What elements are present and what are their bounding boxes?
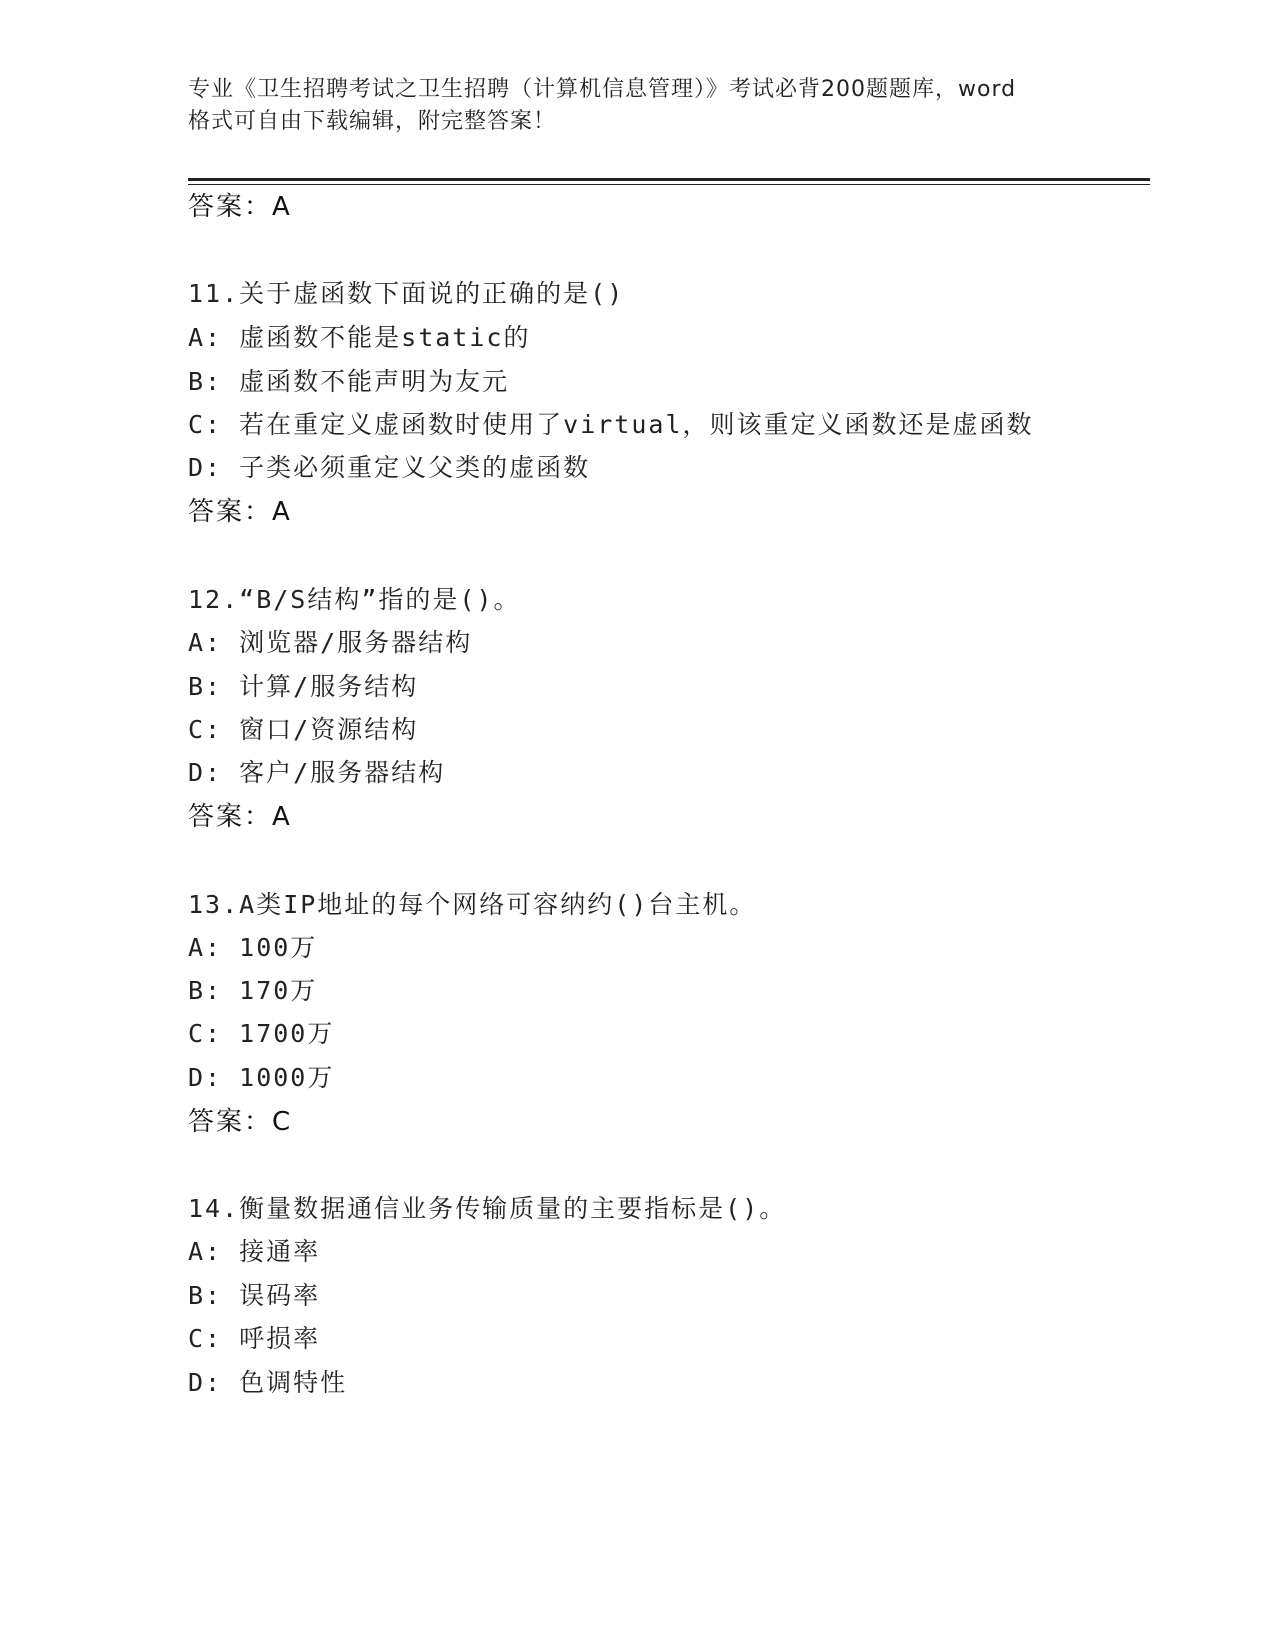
question-12-stem: 12.“B/S结构”指的是()。 — [188, 585, 521, 614]
header-line-1: 专业《卫生招聘考试之卫生招聘（计算机信息管理）》考试必背200题题库，word — [188, 77, 1017, 102]
question-14-stem: 14.衡量数据通信业务传输质量的主要指标是()。 — [188, 1194, 787, 1223]
question-11-option-b: B: 虚函数不能声明为友元 — [188, 367, 510, 396]
document-header — [188, 74, 1088, 138]
question-14-option-a: A: 接通率 — [188, 1237, 321, 1266]
question-12-answer: 答案：A — [188, 802, 292, 832]
question-14-option-c: C: 呼损率 — [188, 1324, 321, 1353]
header-divider-thick — [188, 178, 1150, 181]
question-13-option-b: B: 170万 — [188, 976, 318, 1005]
question-12-option-a: A: 浏览器/服务器结构 — [188, 628, 473, 657]
header-line-2: 格式可自由下载编辑，附完整答案！ — [188, 109, 557, 134]
question-13-option-c: C: 1700万 — [188, 1019, 335, 1048]
question-11-option-a: A: 虚函数不能是static的 — [188, 323, 531, 352]
question-13-answer: 答案：C — [188, 1107, 293, 1137]
question-14-option-b: B: 误码率 — [188, 1281, 321, 1310]
question-12-option-d: D: 客户/服务器结构 — [188, 758, 446, 787]
question-12-option-b: B: 计算/服务结构 — [188, 672, 419, 701]
question-11-option-d: D: 子类必须重定义父类的虚函数 — [188, 453, 591, 482]
question-12-option-c: C: 窗口/资源结构 — [188, 715, 419, 744]
question-13-option-d: D: 1000万 — [188, 1063, 335, 1092]
header-divider-thin — [188, 184, 1150, 185]
question-11-answer: 答案：A — [188, 497, 292, 527]
question-13-stem: 13.A类IP地址的每个网络可容纳约()台主机。 — [188, 890, 757, 919]
question-14-option-d: D: 色调特性 — [188, 1368, 348, 1397]
prev-answer: 答案：A — [188, 192, 292, 222]
question-11-stem: 11.关于虚函数下面说的正确的是() — [188, 279, 625, 308]
question-11-option-c: C: 若在重定义虚函数时使用了virtual，则该重定义函数还是虚函数 — [188, 410, 1034, 439]
question-13-option-a: A: 100万 — [188, 933, 318, 962]
